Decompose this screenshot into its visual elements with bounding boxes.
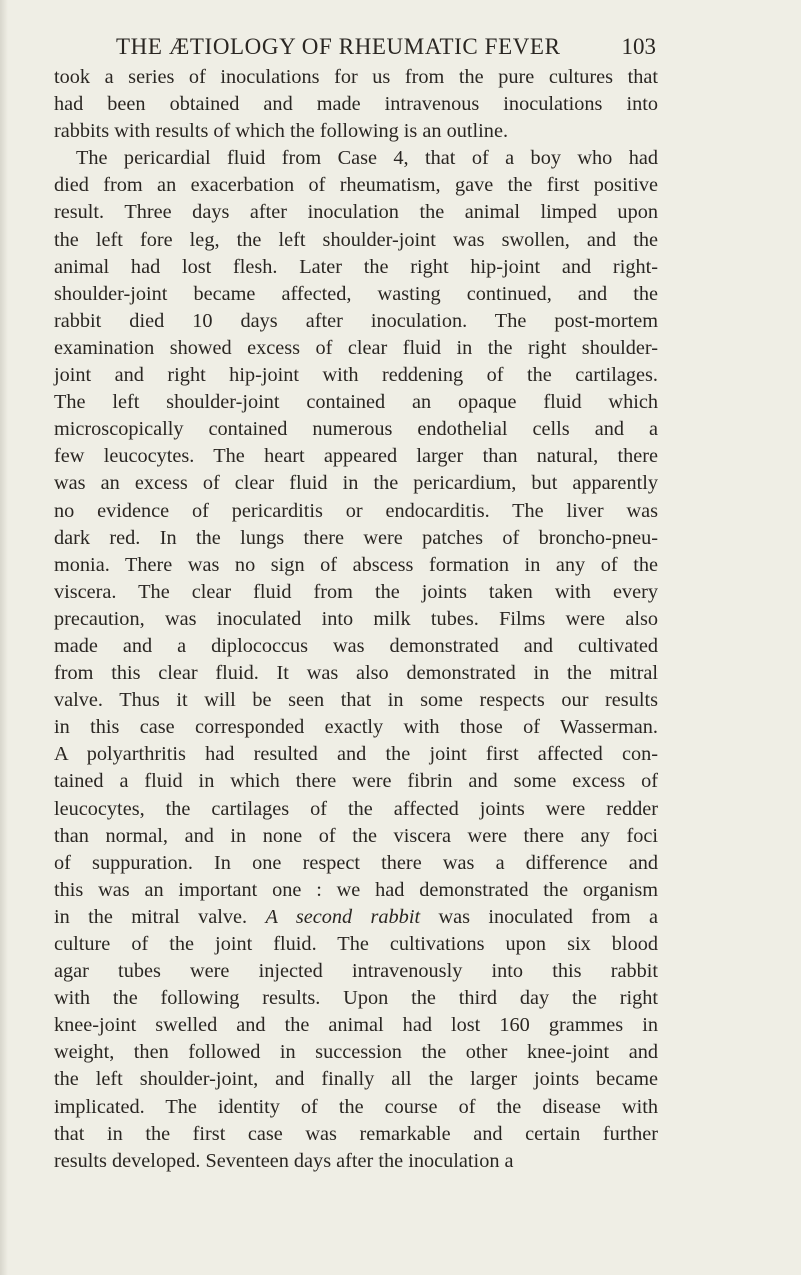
text-line: the left shoulder-joint, and finally all the larger joints became xyxy=(54,1068,658,1091)
text-segment: was inoculated from a xyxy=(438,905,658,928)
text-line: in this case corresponded exactly with those of Wasserman. xyxy=(54,716,658,739)
text-line: viscera. The clear fluid from the joints taken with every xyxy=(54,580,658,603)
text-line: died from an exacerbation of rheumatism, gave the first positive xyxy=(54,174,658,197)
text-line: valve. Thus it will be seen that in some respects our results xyxy=(54,689,658,712)
body-text xyxy=(54,64,658,1175)
text-line: took a series of inoculations for us from the pure cultures that xyxy=(54,66,658,88)
text-line: this was an important one : we had demonstrated the organism xyxy=(54,878,658,901)
text-line: agar tubes were injected intravenously into this rabbit xyxy=(54,960,658,983)
text-line: A polyarthritis had resulted and the joint first affected con- xyxy=(54,743,658,766)
text-line: than normal, and in none of the viscera were there any foci xyxy=(54,824,658,847)
text-line: weight, then followed in succession the other knee-joint and xyxy=(54,1041,658,1064)
running-title: THE ÆTIOLOGY OF RHEUMATIC FEVER xyxy=(116,34,561,59)
text-line: microscopically contained numerous endothelial cells and a xyxy=(54,418,658,441)
text-line: precaution, was inoculated into milk tubes. Films were also xyxy=(54,607,658,630)
text-line: had been obtained and made intravenous inoculations into xyxy=(54,93,658,116)
running-header xyxy=(116,34,656,64)
text-line: few leucocytes. The heart appeared larger than natural, there xyxy=(54,445,658,468)
text-line: dark red. In the lungs there were patches of broncho-pneu- xyxy=(54,526,658,549)
text-line: with the following results. Upon the third day the right xyxy=(54,987,658,1010)
text-line: knee-joint swelled and the animal had lost 160 grammes in xyxy=(54,1014,658,1037)
text-line: joint and right hip-joint with reddening of the cartilages. xyxy=(54,364,658,387)
text-line: the left fore leg, the left shoulder-joint was swollen, and the xyxy=(54,228,658,251)
text-line: that in the first case was remarkable and certain further xyxy=(54,1122,658,1145)
text-line: result. Three days after inoculation the animal limped upon xyxy=(54,201,658,224)
text-line: rabbits with results of which the following is an outline. xyxy=(54,120,509,143)
text-line: was an excess of clear fluid in the pericardium, but apparently xyxy=(54,472,658,495)
text-line: shoulder-joint became affected, wasting continued, and the xyxy=(54,282,658,305)
text-segment: in the mitral valve. xyxy=(54,905,248,928)
text-line: implicated. The identity of the course of the disease with xyxy=(54,1095,658,1118)
italic-phrase: A second rabbit xyxy=(265,905,421,928)
text-line: The left shoulder-joint contained an opaque fluid which xyxy=(54,391,658,414)
text-line: rabbit died 10 days after inoculation. The post-mortem xyxy=(54,309,658,332)
text-line: no evidence of pericarditis or endocarditis. The liver was xyxy=(54,499,658,522)
page-edge-shadow xyxy=(0,0,8,1275)
text-line: animal had lost flesh. Later the right hip-joint and right- xyxy=(54,255,658,278)
text-line: of suppuration. In one respect there was a difference and xyxy=(54,851,658,874)
text-line: from this clear fluid. It was also demonstrated in the mitral xyxy=(54,662,658,685)
text-line-with-italic xyxy=(54,904,658,931)
text-line: leucocytes, the cartilages of the affected joints were redder xyxy=(54,797,658,820)
paragraph xyxy=(54,145,658,1175)
text-line: monia. There was no sign of abscess formation in any of the xyxy=(54,553,658,576)
page-number: 103 xyxy=(621,34,656,59)
text-line: culture of the joint fluid. The cultivations upon six blood xyxy=(54,933,658,955)
paragraph xyxy=(54,64,658,145)
text-line: results developed. Seventeen days after the inoculation a xyxy=(54,1149,514,1172)
text-line: examination showed excess of clear fluid in the right shoulder- xyxy=(54,336,658,359)
text-line: The pericardial fluid from Case 4, that of a boy who had xyxy=(76,147,658,170)
text-line: tained a fluid in which there were fibrin and some excess of xyxy=(54,770,658,793)
text-line: made and a diplococcus was demonstrated and cultivated xyxy=(54,634,658,657)
